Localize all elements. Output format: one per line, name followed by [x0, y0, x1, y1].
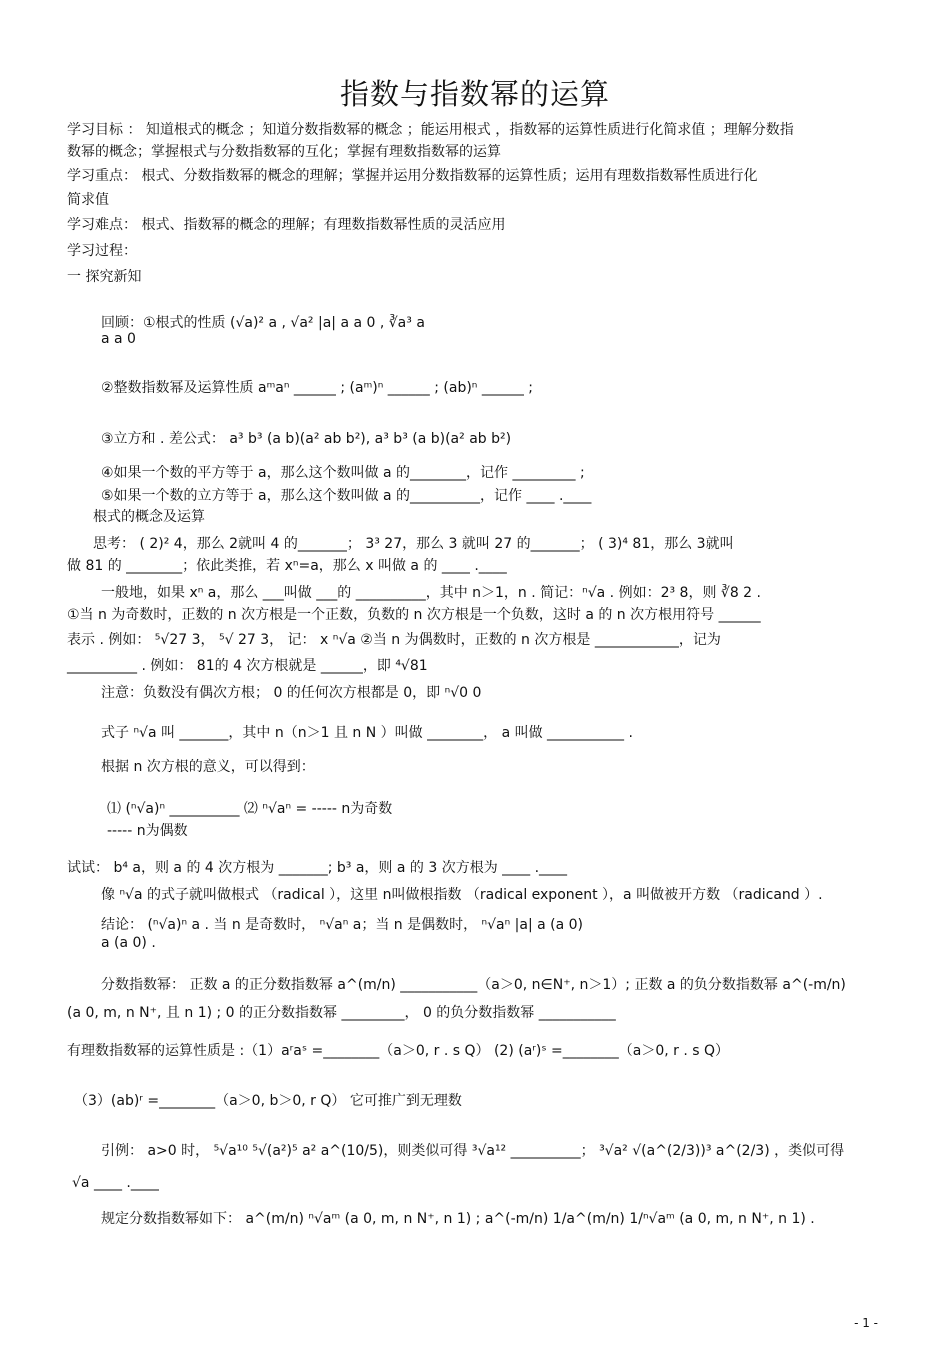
text-line: 有理数指数幂的运算性质是 :（1）aʳaˢ =________（a＞0, r . s Q） (2) (aʳ)ˢ =________（a＞0, r . s Q）	[67, 1043, 730, 1059]
text-line: 一般地，如果 xⁿ a，那么 ___叫做 ___的 __________，其中 n＞1，n . 简记：ⁿ√a . 例如：2³ 8，则 ∛8 2 .	[101, 585, 761, 601]
text-line: ①当 n 为奇数时，正数的 n 次方根是一个正数，负数的 n 次方根是一个负数，这时 a 的 n 次方根用符号 ______	[67, 607, 761, 623]
text-line: 表示 . 例如： ⁵√27 3， ⁵√ 27 3， 记： x ⁿ√a ②当 n 为偶数时，正数的 n 次方根是 ____________，记为	[67, 632, 721, 648]
text-line: a (a 0) .	[101, 935, 156, 951]
text-line: （3）(ab)ʳ =________（a＞0, b＞0, r Q） 它可推广到无理数	[74, 1093, 462, 1109]
page-number: - 1 -	[854, 1316, 878, 1330]
text-line: __________ . 例如： 81的 4 次方根就是 ______，即 ⁴√81	[67, 658, 428, 674]
text-line: 学习目标 ： 知道根式的概念 ；知道分数指数幂的概念 ；能运用根式 ，指数幂的运算性质进行化简求值 ；理解分数指	[67, 122, 794, 138]
text-line: 试试： b⁴ a，则 a 的 4 次方根为 _______; b³ a，则 a 的 3 次方根为 ____ .____	[67, 860, 568, 876]
section-heading: 根式的概念及运算	[93, 509, 205, 525]
text-line: 数幂的概念；掌握根式与分数指数幂的互化；掌握有理数指数幂的运算	[67, 144, 501, 160]
text-line: 做 81 的 ________；依此类推，若 xⁿ=a，那么 x 叫做 a 的 ____ .____	[67, 558, 507, 574]
text-line: 学习重点： 根式、分数指数幂的概念的理解；掌握并运用分数指数幂的运算性质；运用有理数指数幂性质进行化	[67, 168, 758, 184]
text-line: 根据 n 次方根的意义，可以得到：	[101, 759, 315, 775]
text-line: 引例： a>0 时， ⁵√a¹⁰ ⁵√(a²)⁵ a² a^(10/5)，则类似可得 ³√a¹² __________； ³√a² √(a^(2/3))³ a^(2/3) ，类似可得	[101, 1143, 845, 1159]
text-line: ②整数指数幂及运算性质 aᵐaⁿ ______ ; (aᵐ)ⁿ ______ ; (ab)ⁿ ______ ;	[101, 380, 533, 396]
text-line: 学习难点： 根式、指数幂的概念的理解；有理数指数幂性质的灵活应用	[67, 217, 506, 233]
text-line: (a 0, m, n N⁺, 且 n 1) ; 0 的正分数指数幂 _________， 0 的负分数指数幂 ___________	[67, 1005, 616, 1021]
text-line: ④如果一个数的平方等于 a，那么这个数叫做 a 的________，记作 _________ ;	[101, 465, 585, 481]
text-line: 思考： ( 2)² 4，那么 2就叫 4 的_______； 3³ 27，那么 3 就叫 27 的_______； ( 3)⁴ 81，那么 3就叫	[93, 536, 734, 552]
text-line: 式子 ⁿ√a 叫 _______，其中 n（n＞1 且 n N ）叫做 ________， a 叫做 ___________ .	[101, 725, 633, 741]
text-line: a a 0	[101, 331, 136, 347]
text-line: 回顾：①根式的性质 (√a)² a , √a² |a| a a 0 , ∛a³ a	[101, 315, 425, 331]
text-line: ⑴ (ⁿ√a)ⁿ __________ ⑵ ⁿ√aⁿ = ----- n为奇数	[107, 801, 393, 817]
text-line: ----- n为偶数	[107, 823, 188, 839]
text-line: 简求值	[67, 192, 109, 208]
text-line: 结论： (ⁿ√a)ⁿ a . 当 n 是奇数时， ⁿ√aⁿ a；当 n 是偶数时， ⁿ√aⁿ |a| a (a 0)	[101, 917, 584, 933]
text-line: 学习过程：	[67, 243, 137, 259]
text-line: ⑤如果一个数的立方等于 a，那么这个数叫做 a 的__________，记作 ____ .____	[101, 488, 592, 504]
text-line: ③立方和 . 差公式： a³ b³ (a b)(a² ab b²), a³ b³ (a b)(a² ab b²)	[101, 431, 512, 447]
page-title: 指数与指数幂的运算	[339, 77, 610, 111]
text-line: 分数指数幂： 正数 a 的正分数指数幂 a^(m/n) ___________（a＞0, n∈N⁺, n＞1）; 正数 a 的负分数指数幂 a^(-m/n)	[101, 977, 846, 993]
section-heading: 一 探究新知	[67, 269, 142, 285]
text-line: √a ____ .____	[72, 1175, 159, 1191]
text-line: 像 ⁿ√a 的式子就叫做根式 （radical ），这里 n叫做根指数 （radical exponent ），a 叫做被开方数 （radicand ）.	[101, 887, 823, 903]
text-line: 注意：负数没有偶次方根； 0 的任何次方根都是 0，即 ⁿ√0 0	[101, 685, 482, 701]
text-line: 规定分数指数幂如下： a^(m/n) ⁿ√aᵐ (a 0, m, n N⁺, n 1) ; a^(-m/n) 1/a^(m/n) 1/ⁿ√aᵐ (a 0, m, n N⁺, n 1) .	[101, 1211, 815, 1227]
